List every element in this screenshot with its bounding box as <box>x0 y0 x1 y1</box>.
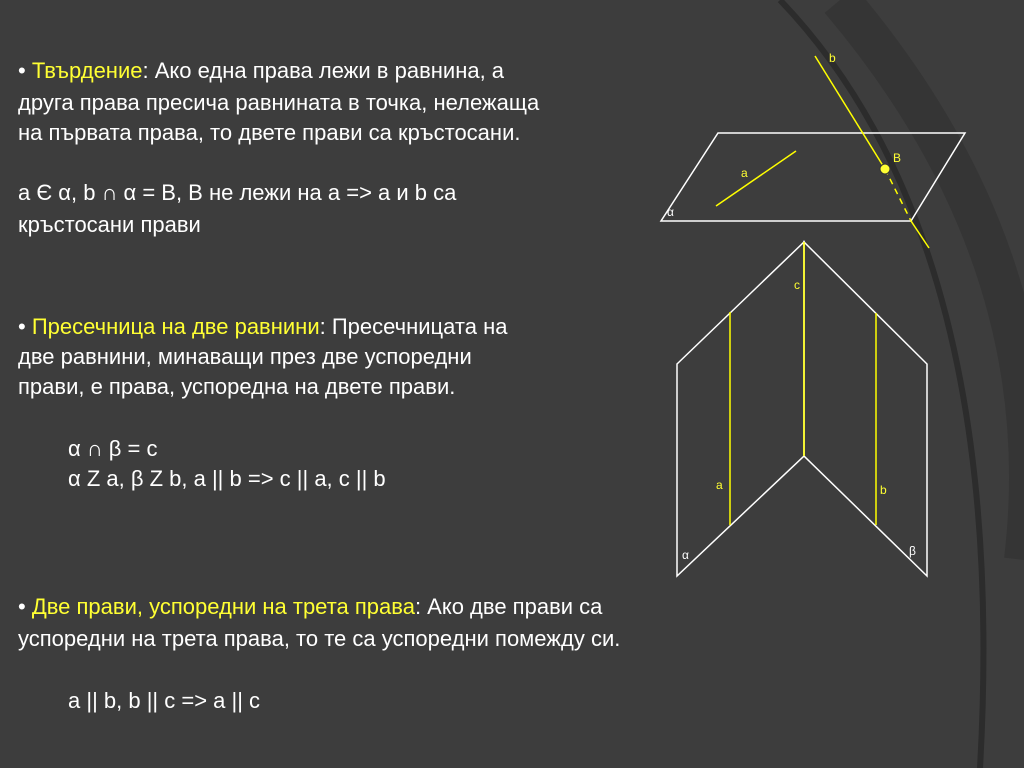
point-B <box>880 164 890 174</box>
statement-2-formula-1: α ∩ β = c <box>68 436 158 461</box>
diagram-intersecting-planes <box>677 242 927 576</box>
statement-3-title: Две прави, успоредни на трета права <box>31 594 415 619</box>
plane-beta-label: β <box>909 544 916 558</box>
statement-2-line-2: две равнини, минаващи през две успоредни <box>18 344 472 369</box>
line-b-label: b <box>880 483 887 497</box>
statement-1-line-3: на първата права, то двете прави са кръстосани. <box>18 120 521 145</box>
line-b-lower <box>911 221 929 248</box>
statement-1-formula-1: a Є α, b ∩ α = B, B не лежи на a => a и b са <box>18 180 457 205</box>
statement-2-line-3: прави, е права, успоредна на двете прави. <box>18 374 456 399</box>
statement-3-formula-1: a || b, b || c => a || c <box>68 688 261 713</box>
plane-alpha-parallelogram <box>661 133 965 221</box>
statement-1-text-1: : Ако една права лежи в равнина, а <box>142 58 505 83</box>
bullet: • <box>18 58 26 83</box>
statement-2-text-1: : Пресечницата на <box>319 314 508 339</box>
line-b-upper <box>815 56 885 169</box>
line-b-label: b <box>829 51 836 65</box>
line-a-label: a <box>716 478 723 492</box>
line-b-hidden <box>885 169 911 221</box>
statement-1-line-2: друга права пресича равнината в точка, нележаща <box>18 90 540 115</box>
diagram-skew-lines <box>661 51 965 248</box>
plane-alpha-label: α <box>682 548 689 562</box>
plane-alpha <box>677 242 804 576</box>
plane-beta <box>804 242 927 576</box>
statement-1-formula-2: кръстосани прави <box>18 212 201 237</box>
line-a-label: a <box>741 166 748 180</box>
statement-3-line-2: успоредни на трета права, то те са успоредни помежду си. <box>18 626 621 651</box>
line-a <box>716 151 796 206</box>
bullet: • <box>18 594 26 619</box>
bullet: • <box>18 314 26 339</box>
line-c-label: c <box>794 278 800 292</box>
statement-1-title: Твърдение <box>31 58 143 83</box>
point-B-label: B <box>893 151 902 165</box>
statement-2-formula-2: α Z a, β Z b, a || b => c || a, c || b <box>68 466 386 491</box>
plane-alpha-label: α <box>667 205 674 219</box>
statement-3-text-1: : Ако две прави са <box>414 594 603 619</box>
statement-2-title: Пресечница на две равнини <box>31 314 320 339</box>
